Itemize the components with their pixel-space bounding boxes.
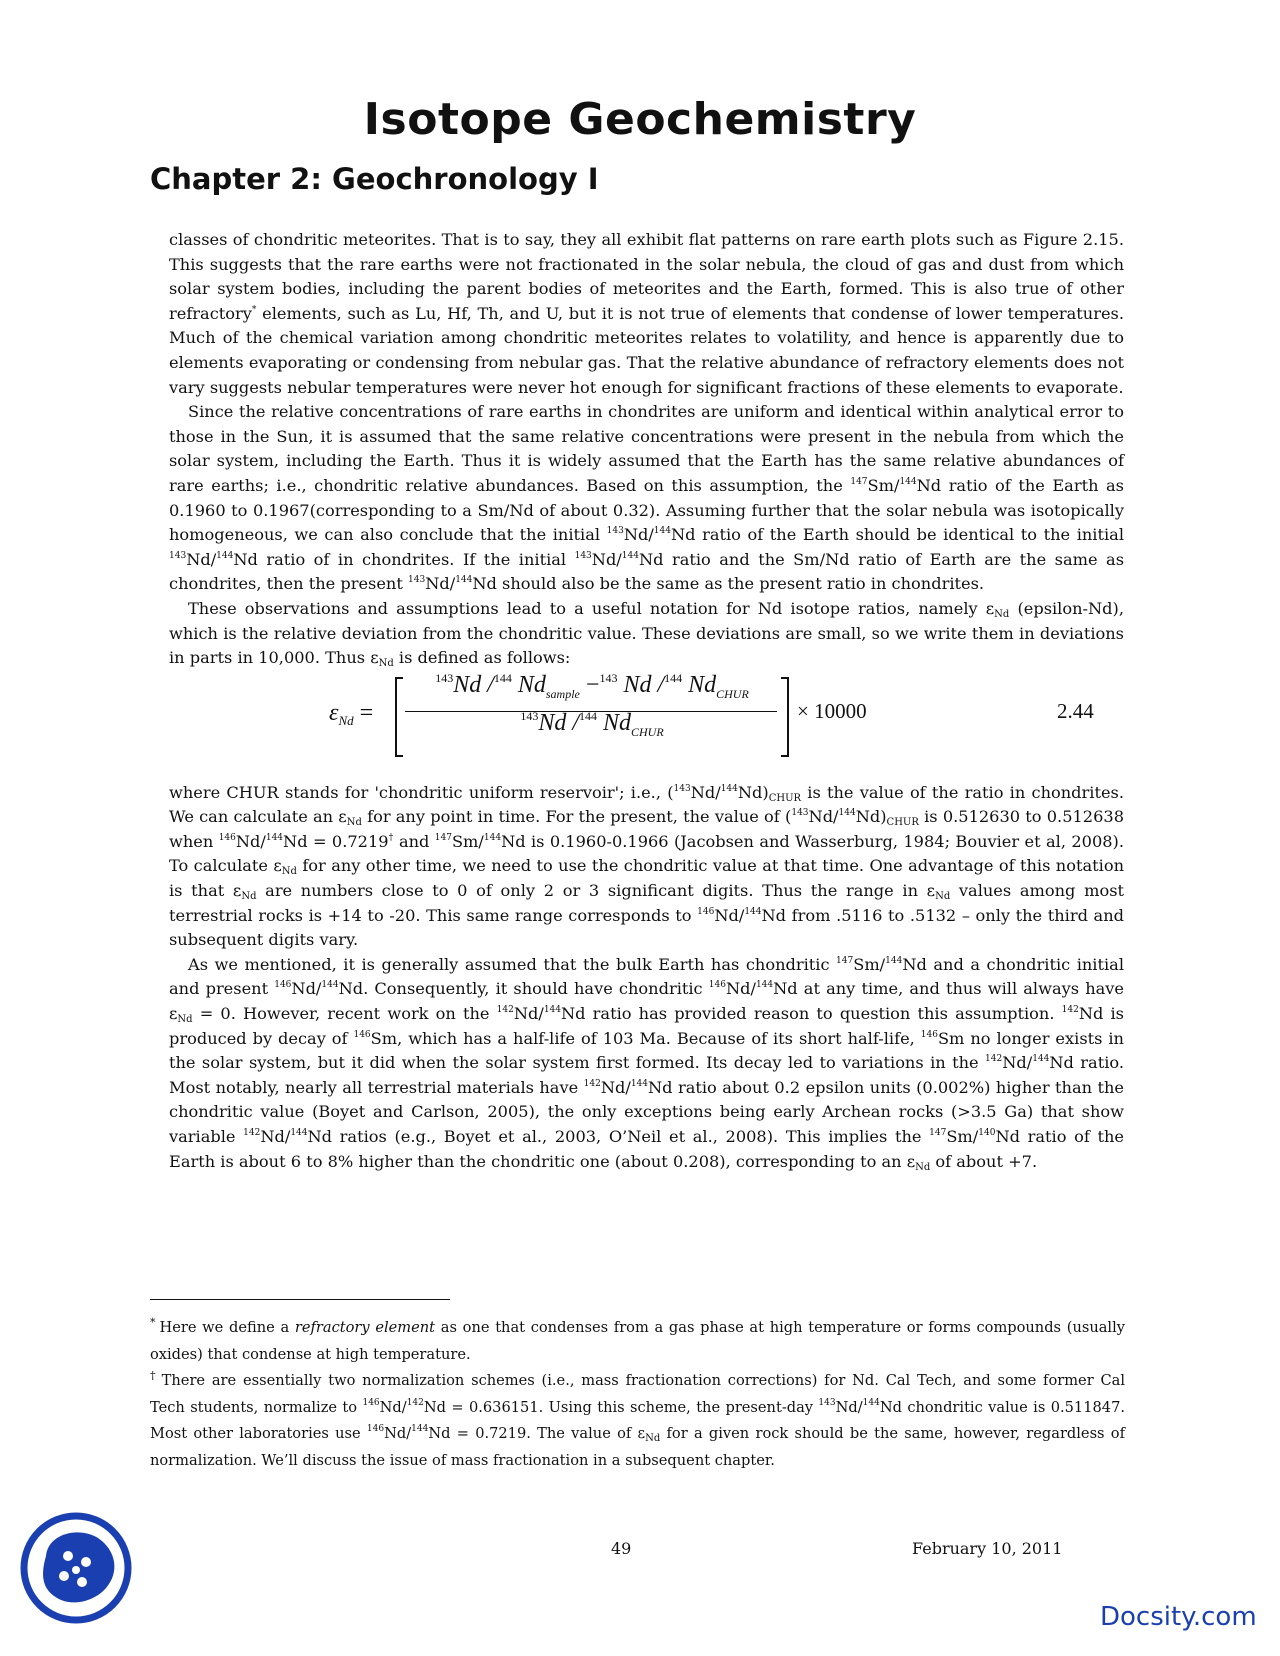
superscript: 143 [818, 1397, 836, 1408]
superscript: 147 [836, 955, 854, 966]
subscript: Nd [994, 608, 1010, 620]
superscript: 143 [673, 783, 691, 794]
docsity-logo-icon[interactable] [20, 1512, 132, 1624]
subscript: Nd [645, 1433, 661, 1445]
paragraph-4: where CHUR stands for 'chondritic uniform reservoir'; i.e., $(^{143}Nd/^{144}Nd)_{CHUR}$ is the value of the ratio in chondrites. We can calculate an $\varepsilon_{Nd}$ for any point in time. For the present, the value of $(^{143}Nd/^{144}Nd)_{CHUR}$ is 0.512630 to 0.512638 when $^{146}$Nd/$^{144}$Nd = 0.7219† and $^{147}$Sm/$^{144}$Nd is 0.1960-0.1966 (Jacobsen and Wasserburg, 1984; Bouvier et al, 2008). To calculate $\varepsilon_{Nd}$ for any other time, we need to use the chondritic value at that time. One advantage of this notation is that $\varepsilon_{Nd}$ are numbers close to 0 of only 2 or 3 significant digits. Thus the range in $\varepsilon_{Nd}$ values among most terrestrial rocks is +14 to -20. This same range corresponds to $^{146}$Nd/$^{144}$Nd from .5116 to .5132 – only the third and subsequent digits vary. [169, 782, 1125, 950]
body-text [169, 228, 1124, 1174]
footnote-1: * Here we define a refractory element as one that condenses from a gas phase at high temperature or forms compounds (usually oxides) that condense at high temperature. [150, 1316, 1126, 1363]
subscript: CHUR [886, 817, 919, 829]
left-bracket [395, 677, 403, 757]
superscript: 143 [599, 670, 618, 685]
superscript: 142 [243, 1128, 261, 1138]
superscript: 142 [1061, 1005, 1079, 1016]
superscript: 144 [744, 906, 762, 917]
docsity-brand-link[interactable]: Docsity.com [1100, 1602, 1257, 1632]
page-number: 49 [611, 1539, 632, 1558]
superscript: 144 [630, 1078, 648, 1089]
superscript: 142 [583, 1078, 601, 1089]
superscript: 144 [455, 575, 473, 586]
footnote-2: † There are essentially two normalization schemes (i.e., mass fractionation corrections) for Nd. Cal Tech, and some former Cal Tech students, normalize to $^{146}$Nd/$^{142}$Nd = 0.636151. Using this scheme, the present-day $^{143}$Nd/$^{144}$Nd chondritic value is 0.511847. Most other laboratories use $^{146}$Nd/$^{144}$Nd = 0.7219. The value of $\varepsilon_{Nd}$ for a given rock should be the same, however, regardless of normalization. We’ll discuss the issue of mass fractionation in a subsequent chapter. [150, 1369, 1126, 1469]
superscript: 144 [621, 550, 639, 561]
superscript: 147 [850, 476, 868, 487]
superscript: 146 [366, 1424, 385, 1435]
superscript: 146 [274, 980, 292, 991]
subscript: CHUR [716, 686, 749, 701]
superscript: 144 [321, 980, 339, 991]
subscript: sample [545, 686, 580, 701]
superscript: 143 [574, 550, 592, 561]
superscript: 144 [664, 670, 683, 685]
superscript: 144 [755, 980, 774, 991]
superscript: 140 [978, 1128, 996, 1138]
footnote-ref-dagger[interactable]: † [388, 832, 394, 843]
superscript: 144 [1032, 1054, 1050, 1065]
superscript: 144 [290, 1128, 308, 1138]
superscript: 144 [899, 476, 917, 487]
superscript: 146 [362, 1397, 380, 1408]
footnote-ref-star[interactable]: * [251, 304, 257, 315]
subscript: Nd [338, 712, 354, 728]
superscript: 144 [885, 955, 903, 966]
right-bracket [781, 677, 789, 757]
equation-factor: × 10000 [797, 698, 867, 723]
superscript: 143 [435, 670, 454, 685]
paragraph-5: As we mentioned, it is generally assumed that the bulk Earth has chondritic $^{147}$Sm/$^{144}$Nd and a chondritic initial and present $^{146}$Nd/$^{144}$Nd. Consequently, it should have chondritic $^{146}$Nd/$^{144}$Nd at any time, and thus will always have $\varepsilon_{Nd} = 0$. However, recent work on the $^{142}$Nd/$^{144}$Nd ratio has provided reason to question this assumption. $^{142}$Nd is produced by decay of $^{146}$Sm, which has a half-life of 103 Ma. Because of its short half-life, $^{146}$Sm no longer exists in the solar system, but it did when the solar system first formed. Its decay led to variations in the $^{142}$Nd/$^{144}$Nd ratio. Most notably, nearly all terrestrial materials have $^{142}$Nd/$^{144}$Nd ratio about 0.2 epsilon units (0.002%) higher than the chondritic value (Boyet and Carlson, 2005), the only exceptions being early Archean rocks (>3.5 Ga) that show variable $^{142}$Nd/$^{144}$Nd ratios (e.g., Boyet et al., 2003, O’Neil et al., 2008). This implies the $^{147}$Sm/$^{140}$Nd ratio of the Earth is about 6 to 8% higher than the chondritic one (about 0.208), corresponding to an $\varepsilon_{Nd}$ of about +7. [169, 954, 1125, 1173]
superscript: 144 [653, 526, 671, 537]
page-date: February 10, 2011 [912, 1539, 1063, 1558]
superscript: 144 [862, 1397, 880, 1408]
subscript: Nd [241, 891, 257, 903]
superscript: 143 [408, 575, 426, 586]
paragraph-2: Since the relative concentrations of rare earths in chondrites are uniform and identical within analytical error to those in the Sun, it is assumed that the same relative concentrations were present in the nebula from which the solar system, including the Earth. Thus it is widely assumed that the Earth has the same relative abundances of rare earths; i.e., chondritic relative abundances. Based on this assumption, the $^{147}$Sm/$^{144}$Nd ratio of the Earth as 0.1960 to 0.1967(corresponding to a Sm/Nd of about 0.32). Assuming further that the solar nebula was isotopically homogeneous, we can also conclude that the initial $^{143}$Nd/$^{144}$Nd ratio of the Earth should be identical to the initial $^{143}$Nd/$^{144}$Nd ratio of in chondrites. If the initial $^{143}$Nd/$^{144}$Nd ratio and the Sm/Nd ratio of Earth are the same as chondrites, then the present $^{143}$Nd/$^{144}$Nd should also be the same as the present ratio in chondrites. [169, 402, 1125, 594]
superscript: 147 [434, 832, 452, 843]
subscript: Nd [935, 891, 951, 903]
paragraph-3: These observations and assumptions lead to a useful notation for Nd isotope ratios, namely $\varepsilon_{Nd}$ (epsilon-Nd), which is the relative deviation from the chondritic value. These deviations are small, so we write them in deviations in parts in 10,000. Thus $\varepsilon_{Nd}$ is defined as follows: [169, 598, 1124, 670]
superscript: 146 [353, 1029, 371, 1040]
superscript: 142 [985, 1054, 1003, 1065]
subscript: CHUR [631, 724, 664, 739]
equation-lhs: $\varepsilon_{Nd}$ = [329, 699, 374, 728]
superscript: 143 [606, 526, 624, 537]
superscript: 143 [791, 808, 809, 819]
superscript: 144 [838, 808, 856, 819]
equation-denominator: $^{143}$Nd /$^{144}$ $Nd_{CHUR}$ [520, 708, 664, 739]
paragraph-1: classes of chondritic meteorites. That is to say, they all exhibit flat patterns on rare earth plots such as Figure 2.15. This suggests that the rare earths were not fractionated in the solar nebula, the cloud of gas and dust from which solar system bodies, including the parent bodies of meteorites and the Earth, formed. This is also true of other refractory* elements, such as Lu, Hf, Th, and U, but it is not true of elements that condense of lower temperatures. Much of the chemical variation among chondritic meteorites relates to volatility, and hence is apparently due to elements evaporating or condensing from nebular gas. That the relative abundance of refractory elements does not vary suggests nebular temperatures were never hot enough for significant fractions of these elements to evaporate. [169, 230, 1124, 397]
superscript: 144 [493, 670, 512, 685]
superscript: 144 [543, 1005, 561, 1016]
superscript: 146 [218, 832, 236, 843]
superscript: 143 [169, 550, 187, 561]
superscript: 143 [520, 708, 539, 723]
superscript: 146 [697, 906, 715, 917]
superscript: 146 [708, 980, 726, 991]
superscript: 144 [216, 550, 234, 561]
equation-number: 2.44 [1057, 698, 1094, 723]
document-title: Isotope Geochemistry [363, 94, 917, 145]
superscript: 144 [265, 832, 284, 843]
subscript: Nd [177, 1014, 193, 1026]
superscript: 147 [929, 1128, 947, 1138]
equation-numerator: $^{143}$Nd /$^{144}$ $Nd_{sample} -^{143}$ Nd /$^{144}$ $Nd_{CHUR}$ [435, 670, 749, 701]
subscript: Nd [915, 1161, 931, 1173]
equation-2-44 [169, 670, 1124, 775]
subscript: CHUR [768, 792, 802, 804]
footnotes [150, 1315, 1125, 1475]
superscript: 142 [496, 1005, 514, 1016]
superscript: 144 [579, 708, 597, 723]
chapter-heading: Chapter 2: Geochronology I [150, 162, 599, 196]
superscript: 146 [920, 1029, 938, 1040]
superscript: 144 [483, 832, 502, 843]
subscript: Nd [281, 866, 297, 878]
superscript: 142 [406, 1397, 424, 1408]
subscript: Nd [346, 817, 362, 829]
footnote-divider [150, 1299, 450, 1300]
superscript: 144 [411, 1424, 429, 1435]
subscript: Nd [378, 658, 394, 670]
superscript: 144 [720, 783, 738, 794]
